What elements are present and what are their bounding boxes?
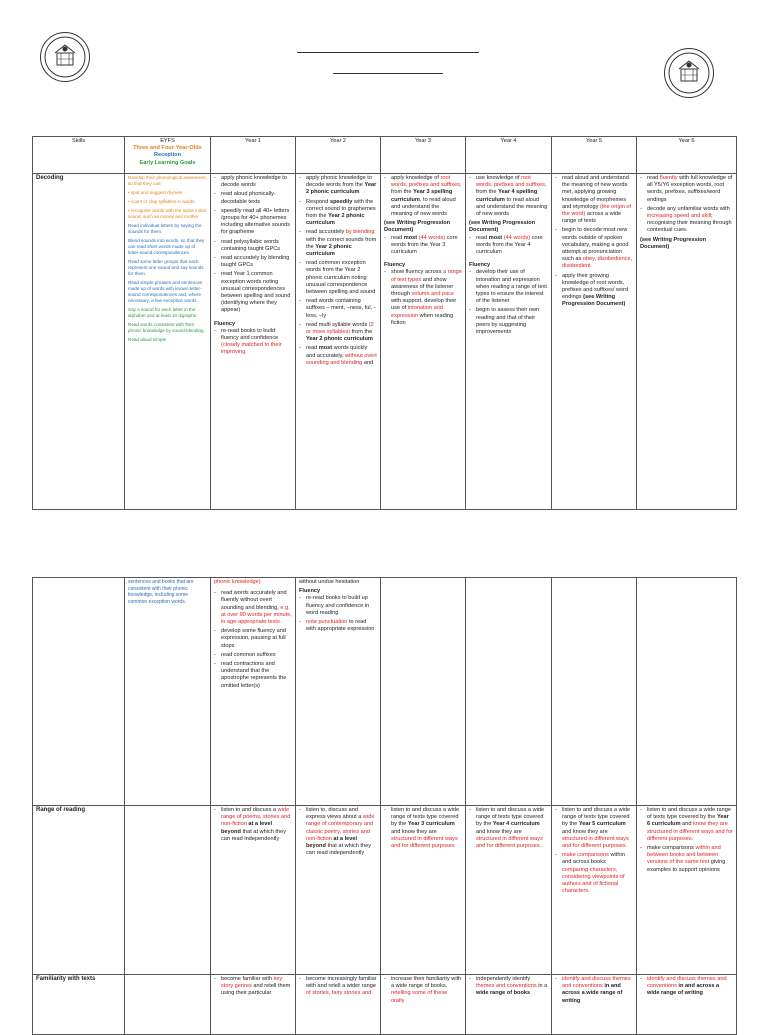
row-decoding [33,174,737,510]
col-year3: Year 3 [381,137,466,174]
y5-range: - listen to and discuss a wide range of texts type covered by the Year 5 curriculum and know they are structured in different ways and for different purposes. - make comparisons within and across books comparing characters, considering viewpoints of authors and of fictional characters. [552,806,637,975]
y4-range: - listen to and discuss a wide range of texts type covered by the Year 4 curriculum and know they are structured in different ways and for different purposes. [466,806,552,975]
y4-familiar: - independently identify themes and conventions in a wide range of books [466,975,552,1035]
y5-decoding: - read aloud and understand the meaning of new words met, applying growing knowledge of morphemes and etymology (the origin of the word) across a wide range of texts - begin to decode most new words outside of spoken vocabulary, making a good attempt at pronunciation such as obey, disobedience, disobedient - apply their growing knowledge of root words, prefixes and suffixes/ word endings (see Writing Progression Document) [552,174,637,510]
crest-icon [41,33,89,81]
skill-empty [33,578,125,806]
col-year4: Year 4 [466,137,552,174]
y3-decoding: - apply knowledge of root words, prefixes and suffixes, from the Year 3 spelling curriculum, to read aloud and understand the meaning of new words (see Writing Progression Document) - read most (44 words) core words from the Year 3 curriculum Fluency - show fluency across a range of text types and show awareness of the listener through volume and pace with support, develop their use of intonation and expression when reading fiction [381,174,466,510]
title-underline-1 [297,52,479,53]
row-decoding-cont [33,578,737,806]
col-year5: Year 5 [552,137,637,174]
crest-icon [665,49,713,97]
school-crest-right [664,48,714,98]
y1-familiar: - become familiar with key story genres and retell them using their particular [211,975,296,1035]
y1-decoding-cont: phonic knowledge) - read words accurately and fluently without overt sounding and blending, e.g. at over 90 words per minute, in age-appropriate texts. - develop some fluency and expression, pausing at full stops - read common suffixes - read contractions and understand that the apostrophe represents the omitted letter(s) [211,578,296,806]
y2-decoding: - apply phonic knowledge to decode words from the Year 2 phonic curriculum - Respond speedily with the correct sound to graphemes from the Year 2 phonic curriculum - read accurately by blending with the correct sounds from the Year 2 phonic curriculum - read common exception words from the Year 2 phonic curriculum noting unusual correspondence between spelling and sound - read words containing suffixes – ment, –ness, ful, -less, –ly - read multi syllable words (2 or more syllables) from the Year 2 phonic curriculum - read most words quickly and accurately, without overt sounding and blending and [296,174,381,510]
y1-range: - listen to and discuss a wide range of poems, stories and non-fiction at a level beyond that at which they can read independently [211,806,296,975]
y2-decoding-cont: without undue hesitation Fluency - re-read books to build up fluency and confidence in word reading - note punctuation to read with appropriate expression [296,578,381,806]
y1-decoding: - apply phonic knowledge to decode words - read aloud phonically-decodable texts - speedily read all 40+ letters /groups for 40+ phonemes including alternative sounds for grapheme - read polysyllabic words containing taught GPCs - read accurately by blending taught GPCs - read Year 1 common exception words noting unusual correspondences between spelling and sound (identifying where they appear) Fluency - re-read books to build fluency and confidence (closely matched to their improving [211,174,296,510]
col-eyfs: EYFS Three and Four-Year-Olds Reception Early Learning Goals [125,137,211,174]
y6-range: - listen to and discuss a wide range of texts type covered by the Year 6 curriculum and know they are structured in different ways and for different purposes. - make comparisons within and between books and between versions of the same text giving examples to support opinions [637,806,737,975]
col-year2: Year 2 [296,137,381,174]
header-row [33,137,737,174]
col-skills: Skills [33,137,125,174]
eyfs-decoding: Develop their phonological awareness, so that they can: • spot and suggest rhymes • count or clap syllables in words • recognise words with the same initial sound, such as money and mother Read individual letters by saying the sounds for them. Blend sounds into words, so that they can read short words made up of letter-sound correspondences. Read some letter groups that each represent one sound and say sounds for them. Read simple phrases and sentences made up of words with known letter-sound correspondences and, where necessary, a few exception words. Say a sound for each letter in the alphabet and at least 10 digraphs. Read words consistent with their phonic knowledge by sound-blending. Read aloud simple [125,174,211,510]
y3-familiar: - increase their familiarity with a wide range of books, retelling some of these orally [381,975,466,1035]
school-crest-left [40,32,90,82]
y6-familiar: - identify and discuss themes and conventions in and across a wide range of writing [637,975,737,1035]
row-familiarity [33,975,737,1035]
row-range-of-reading [33,806,737,975]
y3-range: - listen to and discuss a wide range of texts type covered by the Year 3 curriculum and know they are structured in different ways and for different purposes [381,806,466,975]
col-year6: Year 6 [637,137,737,174]
y2-familiar: - become increasingly familiar with and retell a wider range of stories, fairy stories and [296,975,381,1035]
y2-range: - listen to, discuss and express views about a wide range of contemporary and classic poetry, stories and non-fiction at a level beyond that at which they can read independently [296,806,381,975]
col-year1: Year 1 [211,137,296,174]
title-underline-2 [333,73,443,74]
eyfs-decoding-cont: sentences and books that are consistent with their phonic knowledge, including some common exception words. [125,578,211,806]
skill-familiarity: Familiarity with texts [33,975,125,1035]
y4-decoding: - use knowledge of root words, prefixes and suffixes, from the Year 4 spelling curriculum to read aloud and understand the meaning of new words (see Writing Progression Document) - read most (44 words) core words from the Year 4 curriculum Fluency - develop their use of intonation and expression when reading a range of text types to ensure the interest of the listener - begin to assess their own reading and that of their peers by suggesting improvements [466,174,552,510]
reading-progression-table-page1 [32,136,737,510]
reading-progression-table-page2 [32,577,737,1035]
skill-decoding: Decoding [33,174,125,510]
skill-range-of-reading: Range of reading [33,806,125,975]
y5-familiar: - identify and discuss themes and conventions in and across a wide range of writing [552,975,637,1035]
y6-decoding: - read fluently with full knowledge of all Y5/Y6 exception words, root words, prefixes, suffixes/word endings - decode any unfamiliar words with increasing speed and skill; recognising their meaning through contextual cues. (see Writing Progression Document) [637,174,737,510]
